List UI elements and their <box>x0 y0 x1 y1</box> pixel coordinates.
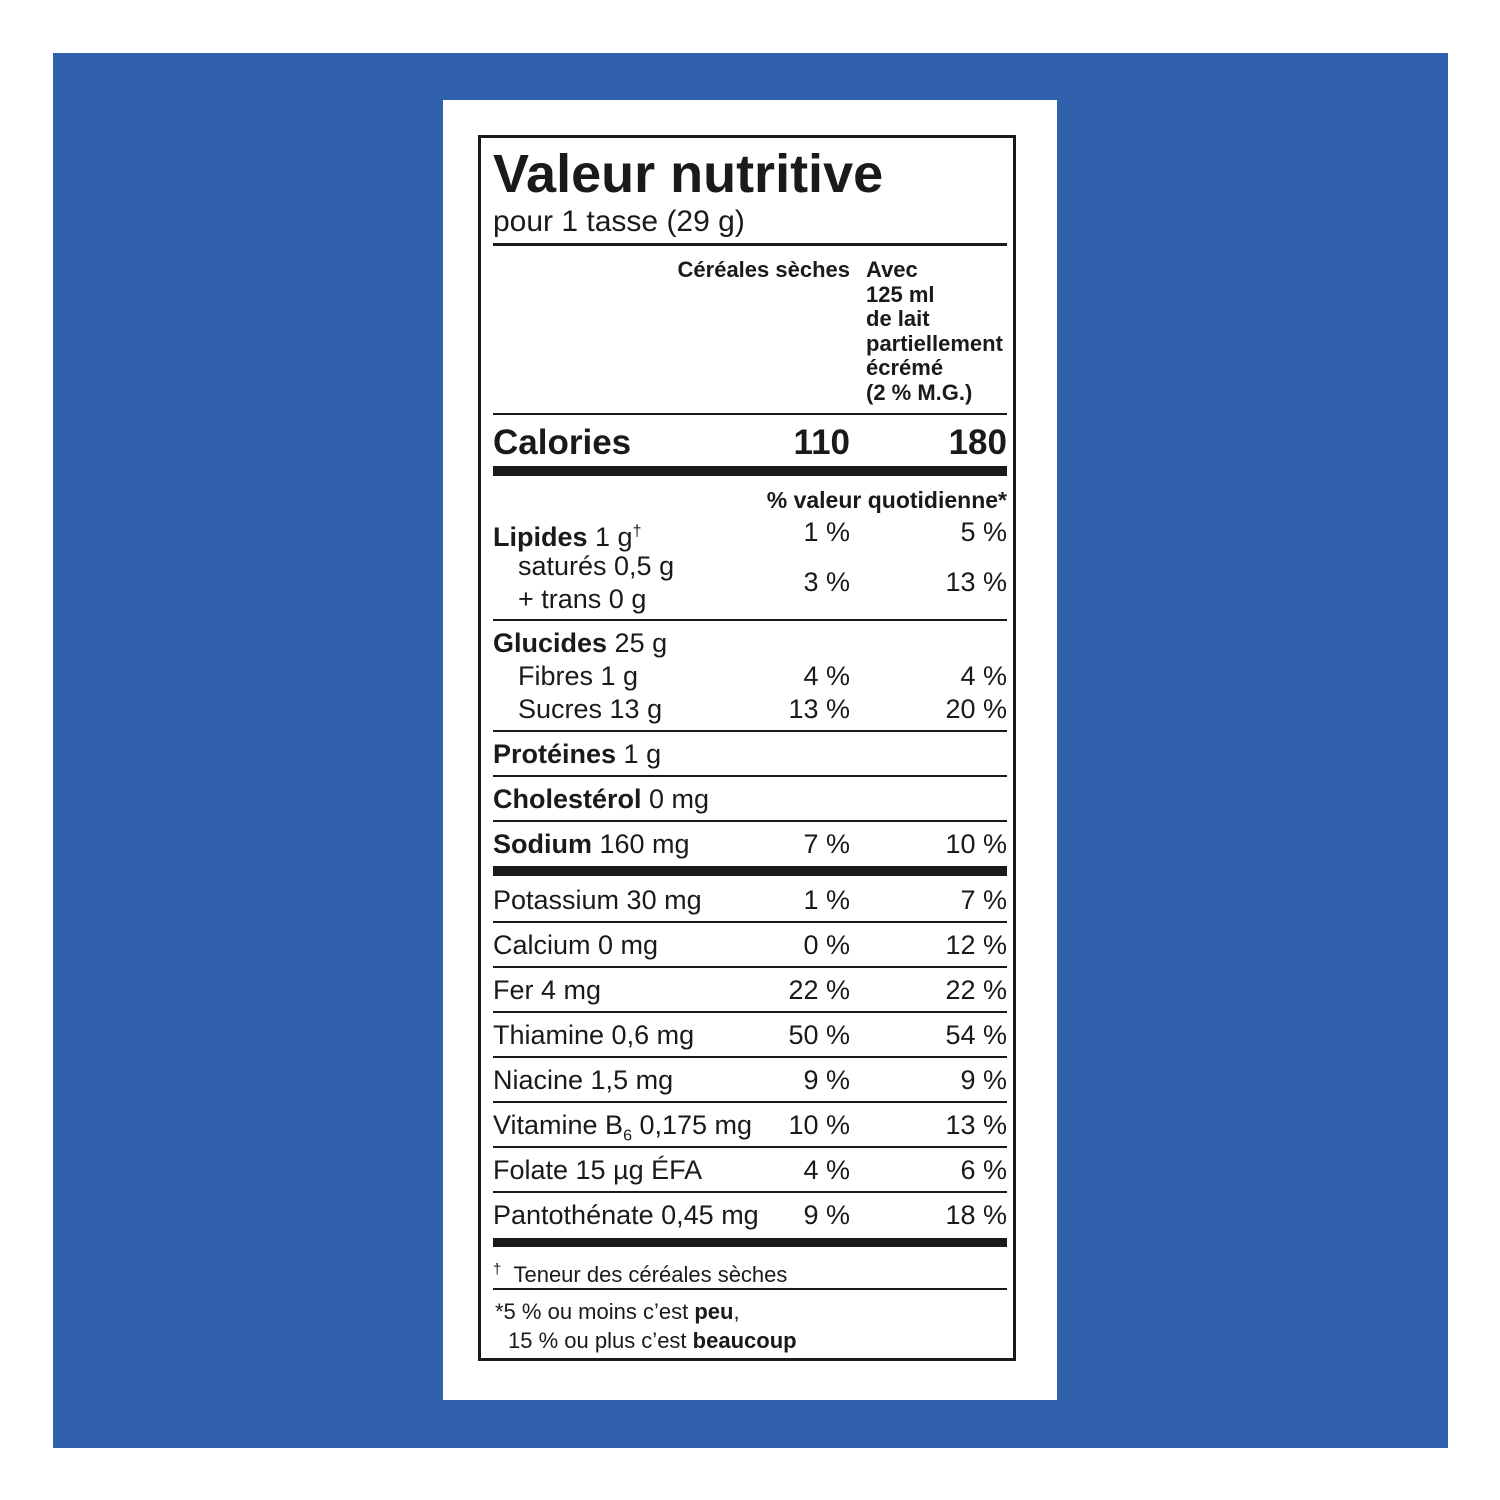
mineral-milk: 18 % <box>945 1200 1007 1230</box>
mineral-label: Fer 4 mg <box>493 975 602 1005</box>
thick-rule <box>493 1238 1007 1247</box>
footnote-bold: beaucoup <box>692 1328 797 1353</box>
rule <box>493 921 1007 923</box>
mineral-milk: 9 % <box>960 1065 1007 1095</box>
footnote-star-line1 <box>495 1298 740 1326</box>
nutrient-amount: 160 mg <box>592 829 690 859</box>
mineral-dry: 50 % <box>788 1020 850 1050</box>
vitamin-name: Vitamine B <box>493 1110 624 1140</box>
mineral-milk: 22 % <box>945 975 1007 1005</box>
rule <box>493 1011 1007 1013</box>
nutrient-name: Sodium <box>493 829 592 859</box>
mineral-label: Potassium 30 mg <box>493 885 702 915</box>
satures-dry: 3 % <box>803 567 850 597</box>
mineral-dry: 9 % <box>803 1200 850 1230</box>
rule <box>493 413 1007 415</box>
vitamin-amount: 0,175 mg <box>631 1110 753 1140</box>
nutrient-name: Cholestérol <box>493 784 642 814</box>
fibres-dry: 4 % <box>803 661 850 691</box>
mineral-milk: 7 % <box>960 885 1007 915</box>
nutrient-name: Lipides <box>493 522 588 552</box>
mineral-label: Calcium 0 mg <box>493 930 659 960</box>
fibres-milk: 4 % <box>960 661 1007 691</box>
thick-rule <box>493 466 1007 476</box>
column-header-milk <box>866 258 1003 405</box>
dagger-mark: † <box>632 523 642 540</box>
rule <box>493 1288 1007 1290</box>
footnote-text: *5 % ou moins c’est <box>495 1299 695 1324</box>
mineral-milk: 54 % <box>945 1020 1007 1050</box>
lipides-dry: 1 % <box>803 517 850 547</box>
mineral-milk: 6 % <box>960 1155 1007 1185</box>
calories-dry: 110 <box>793 423 850 462</box>
sucres-milk: 20 % <box>945 694 1007 724</box>
rule <box>493 1056 1007 1058</box>
nutrient-amount: 25 g <box>607 628 668 658</box>
fibres-label: Fibres 1 g <box>518 661 639 691</box>
mineral-dry: 9 % <box>803 1065 850 1095</box>
table-title: Valeur nutritive <box>493 144 884 204</box>
satures-line1: saturés 0,5 g <box>518 551 675 581</box>
satures-milk: 13 % <box>945 567 1007 597</box>
mineral-label: Folate 15 µg ÉFA <box>493 1155 703 1185</box>
rule <box>493 619 1007 621</box>
rule <box>493 1146 1007 1148</box>
rule <box>493 775 1007 777</box>
sucres-dry: 13 % <box>788 694 850 724</box>
dagger-mark: † <box>493 1261 502 1278</box>
rule <box>493 1101 1007 1103</box>
sodium-label <box>493 829 690 859</box>
lipides-milk: 5 % <box>960 517 1007 547</box>
nutrient-amount: 0 mg <box>641 784 710 814</box>
mineral-milk: 13 % <box>945 1110 1007 1140</box>
milk-line: Avec <box>866 257 918 282</box>
lipides-label <box>493 517 641 552</box>
footnote-text: , <box>733 1299 740 1324</box>
sucres-label: Sucres 13 g <box>518 694 663 724</box>
milk-line: de lait <box>866 306 930 331</box>
mineral-dry: 4 % <box>803 1155 850 1185</box>
nutrient-amount: 1 g <box>616 739 662 769</box>
rule <box>493 1191 1007 1193</box>
rule <box>493 966 1007 968</box>
footnote-dagger <box>493 1257 787 1288</box>
nutrient-amount: 1 g <box>587 522 633 552</box>
sodium-milk: 10 % <box>945 829 1007 859</box>
cholesterol-label <box>493 784 709 814</box>
rule <box>493 820 1007 822</box>
milk-line: 125 ml <box>866 281 935 307</box>
nutrient-name: Protéines <box>493 739 617 769</box>
calories-milk: 180 <box>948 423 1007 462</box>
dv-header: % valeur quotidienne* <box>766 487 1007 513</box>
mineral-dry: 0 % <box>803 930 850 960</box>
milk-line: écrémé <box>866 355 944 380</box>
mineral-label: Niacine 1,5 mg <box>493 1065 674 1095</box>
milk-line: (2 % M.G.) <box>866 379 973 405</box>
serving-size: pour 1 tasse (29 g) <box>493 205 745 238</box>
satures-line2: + trans 0 g <box>518 584 647 614</box>
column-header-dry: Céréales sèches <box>677 257 850 282</box>
mineral-milk: 12 % <box>945 930 1007 960</box>
proteines-label <box>493 739 661 769</box>
vitamin-subscript: 6 <box>623 1127 632 1145</box>
mineral-dry: 22 % <box>788 975 850 1005</box>
footnote-star-line2 <box>508 1327 797 1355</box>
mineral-label: Thiamine 0,6 mg <box>493 1020 695 1050</box>
mineral-dry: 10 % <box>788 1110 850 1140</box>
footnote-text: 15 % ou plus c’est <box>508 1328 693 1353</box>
nutrient-name: Glucides <box>493 628 608 658</box>
sodium-dry: 7 % <box>803 829 850 859</box>
rule <box>493 730 1007 732</box>
calories-label: Calories <box>493 423 632 462</box>
glucides-label <box>493 628 667 658</box>
milk-line: partiellement <box>866 330 1003 356</box>
mineral-dry: 1 % <box>803 885 850 915</box>
footnote-bold: peu <box>694 1299 734 1324</box>
mineral-label: Pantothénate 0,45 mg <box>493 1200 759 1230</box>
rule <box>493 243 1007 246</box>
thick-rule <box>493 866 1007 876</box>
footnote-text: Teneur des céréales sèches <box>513 1262 788 1288</box>
